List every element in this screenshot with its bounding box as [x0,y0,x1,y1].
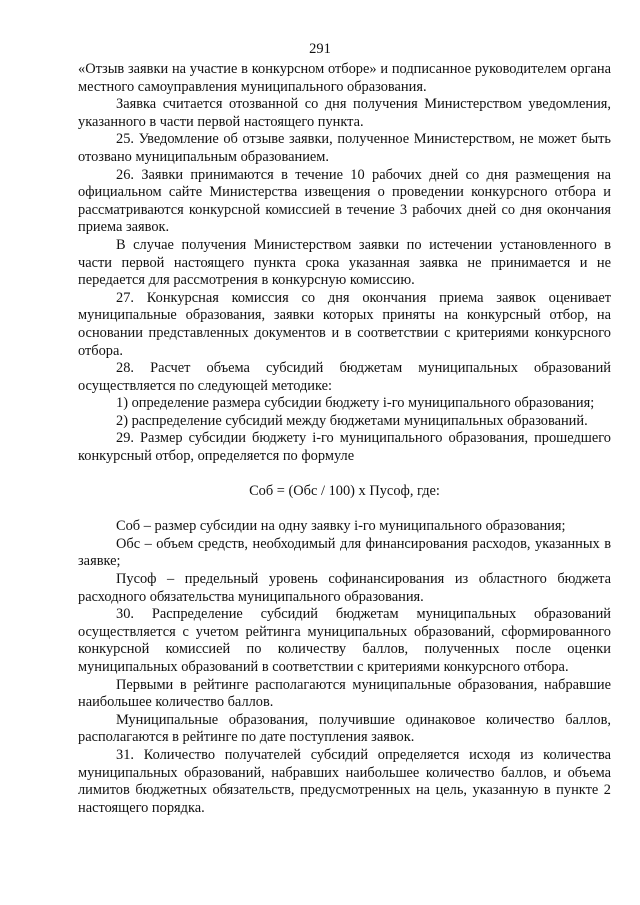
definition: Пусоф – предельный уровень софинансирования из областного бюджета расходного обязательства муниципального образования. [78,571,611,605]
paragraph: 25. Уведомление об отзыве заявки, полученное Министерством, не может быть отозвано муниципальным образованием. [78,131,611,165]
paragraph: 27. Конкурсная комиссия со дня окончания приема заявок оценивает муниципальные образования, заявки которых приняты на конкурсный отбор, на основании представленных документов и в соответствии с критериями конкурсного отбора. [78,289,611,359]
paragraph: «Отзыв заявки на участие в конкурсном отборе» и подписанное руководителем органа местного самоуправления муниципального образования. [78,61,611,95]
paragraph: 26. Заявки принимаются в течение 10 рабочих дней со дня размещения на официальном сайте Министерства извещения о проведении конкурсного отбора и рассматриваются конкурсной комиссией в течение 3 рабочих дней со дня окончания приема заявок. [78,166,611,236]
paragraph: Муниципальные образования, получившие одинаковое количество баллов, располагаются в рейтинге по дате поступления заявок. [78,711,611,746]
document-body [78,61,611,817]
paragraph: 30. Распределение субсидий бюджетам муниципальных образований осуществляется с учетом рейтинга муниципальных образований, сформированного конкурсной комиссией по количеству баллов, полученных после оценки муниципальных образований в соответствии с критериями конкурсного отбора. [78,606,611,675]
list-item: 2) распределение субсидий между бюджетами муниципальных образований. [116,412,588,429]
definition: Соб – размер субсидии на одну заявку i-го муниципального образования; [116,518,566,535]
definition: Обс – объем средств, необходимый для финансирования расходов, указанных в заявке; [78,535,611,570]
paragraph: В случае получения Министерством заявки по истечении установленного в части первой настоящего пункта срока указанная заявка не принимается и не передается для рассмотрения в конкурсную комиссию. [78,236,611,289]
paragraph: 31. Количество получателей субсидий определяется исходя из количества муниципальных образований, набравших наибольшее количество баллов, и объема лимитов бюджетных обязательств, предусмотренных на цель, указанную в пункте 2 настоящего порядка. [78,746,611,816]
formula: Соб = (Обс / 100) х Пусоф, где: [249,482,440,499]
paragraph: 28. Расчет объема субсидий бюджетам муниципальных образований осуществляется по следующей методике: [78,360,611,394]
page-number: 291 [309,41,331,57]
paragraph: Первыми в рейтинге располагаются муниципальные образования, набравшие наибольшее количество баллов. [78,676,611,711]
paragraph: Заявка считается отозванной со дня получения Министерством уведомления, указанного в части первой настоящего пункта. [78,96,611,130]
paragraph: 29. Размер субсидии бюджету i-го муниципального образования, прошедшего конкурсный отбор, определяется по формуле [78,430,611,465]
list-item: 1) определение размера субсидии бюджету i-го муниципального образования; [116,395,595,412]
